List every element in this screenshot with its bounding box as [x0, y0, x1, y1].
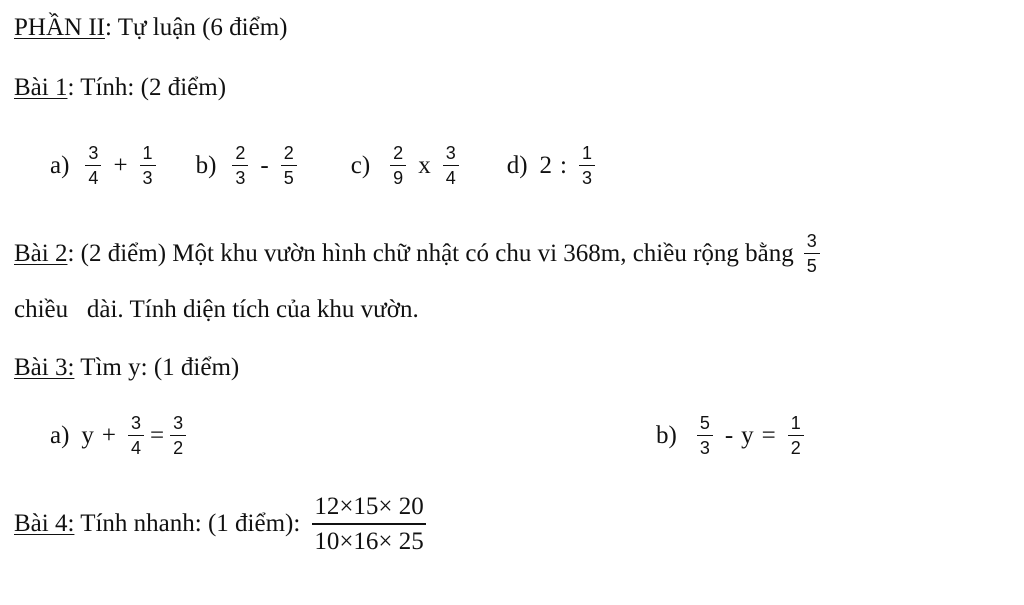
fraction: $\frac{3}{5}$ — [804, 232, 820, 275]
fraction: $\frac{2}{3}$ — [232, 144, 248, 187]
fraction: $\frac{3}{2}$ — [170, 414, 186, 457]
section-title: : Tự luận (6 điểm) — [104, 14, 288, 41]
bai1-item-b — [196, 144, 301, 187]
fraction: $\frac{1}{2}$ — [788, 414, 804, 457]
bai1-item-c — [351, 144, 463, 187]
section-label: PHẦN II — [14, 14, 105, 41]
variable: y — [81, 421, 94, 449]
operator: + — [101, 421, 117, 449]
bai3-item-a — [50, 414, 190, 457]
bai3-label: Bài 3: — [14, 354, 75, 381]
fraction: $\frac{1}{3}$ — [140, 144, 156, 187]
bai2-text-continued: chiều dài. Tính diện tích của khu vườn. — [14, 296, 419, 323]
bai4-label: Bài 4: — [14, 510, 75, 537]
item-tag: a) — [50, 421, 70, 449]
operator: - — [724, 421, 734, 449]
operator: x — [418, 151, 431, 179]
operator: + — [113, 151, 128, 179]
fraction: $\frac{5}{3}$ — [697, 414, 713, 457]
bai3-title: Tìm y: (1 điểm) — [74, 354, 240, 381]
bai4-line — [14, 494, 430, 554]
variable: y — [741, 421, 754, 449]
operator: : — [560, 151, 567, 179]
operator: - — [260, 151, 269, 179]
fraction: $\frac{2}{9}$ — [390, 144, 406, 187]
item-tag: b) — [195, 151, 217, 179]
bai3-item-b — [656, 414, 808, 457]
fraction: $\frac{2}{5}$ — [281, 144, 297, 187]
fraction: $\frac{3}{4}$ — [128, 414, 144, 457]
item-tag: b) — [656, 421, 677, 449]
bai2-line2 — [14, 296, 419, 324]
fraction: $\frac{12\times 15\times 20}{10\times 16\times 25}$ — [314, 493, 424, 555]
equals-sign: = — [150, 421, 165, 449]
fraction: $\frac{3}{4}$ — [443, 144, 459, 187]
fraction: $\frac{3}{4}$ — [85, 144, 101, 187]
bai3-heading — [14, 354, 239, 382]
bai1-label: Bài 1 — [14, 74, 68, 101]
item-tag: a) — [50, 151, 70, 179]
bai1-expressions — [50, 144, 599, 187]
whole-number: 2 — [539, 151, 553, 179]
item-tag: c) — [350, 151, 371, 179]
bai4-title: Tính nhanh: (1 điểm): — [74, 510, 301, 537]
equals-sign: = — [761, 421, 776, 449]
bai2-line1 — [14, 232, 824, 275]
item-tag: d) — [506, 151, 528, 179]
bai2-label: Bài 2 — [14, 239, 68, 267]
bai1-title: : Tính: (2 điểm) — [67, 74, 227, 101]
bai2-text: : (2 điểm) Một khu vườn hình chữ nhật có chu vi 368m, chiều rộng bằng — [67, 239, 794, 267]
section-heading — [14, 14, 287, 42]
bai1-heading — [14, 74, 226, 102]
bai1-item-a — [50, 144, 160, 187]
fraction: $\frac{1}{3}$ — [579, 144, 595, 187]
bai1-item-d — [507, 144, 599, 187]
